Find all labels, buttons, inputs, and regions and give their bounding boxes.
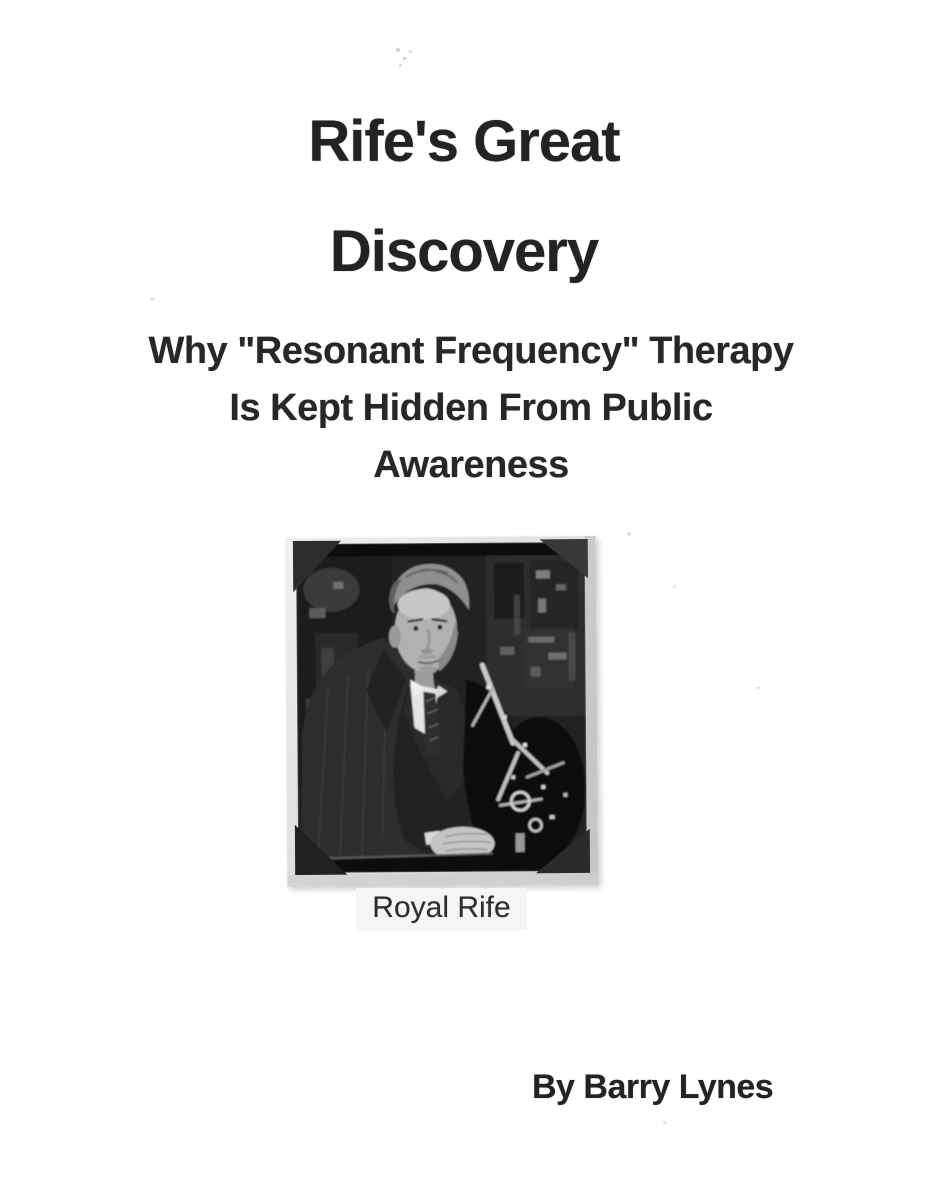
scan-speck	[663, 1121, 667, 1124]
subtitle-line-2: Is Kept Hidden From Public	[229, 387, 713, 429]
title-line-1: Rife's Great	[308, 109, 620, 174]
subtitle-line-1: Why "Resonant Frequency" Therapy	[148, 330, 794, 372]
author-byline: By Barry Lynes	[532, 1068, 774, 1106]
scan-speck	[756, 686, 760, 689]
royal-rife-photo-illustration	[285, 536, 598, 887]
scan-speck	[673, 585, 676, 588]
scan-speck	[409, 50, 412, 53]
photo-caption	[286, 888, 597, 931]
photo-caption-text: Royal Rife	[356, 888, 526, 931]
scan-speck	[627, 532, 631, 536]
scan-speck	[396, 48, 400, 52]
photo-content	[296, 542, 587, 873]
royal-rife-photo	[285, 536, 598, 887]
scan-speck	[403, 57, 406, 60]
subtitle-line-3: Awareness	[373, 444, 569, 486]
scan-speck	[399, 64, 402, 67]
scan-speck	[150, 297, 155, 301]
title-line-2: Discovery	[329, 219, 599, 284]
